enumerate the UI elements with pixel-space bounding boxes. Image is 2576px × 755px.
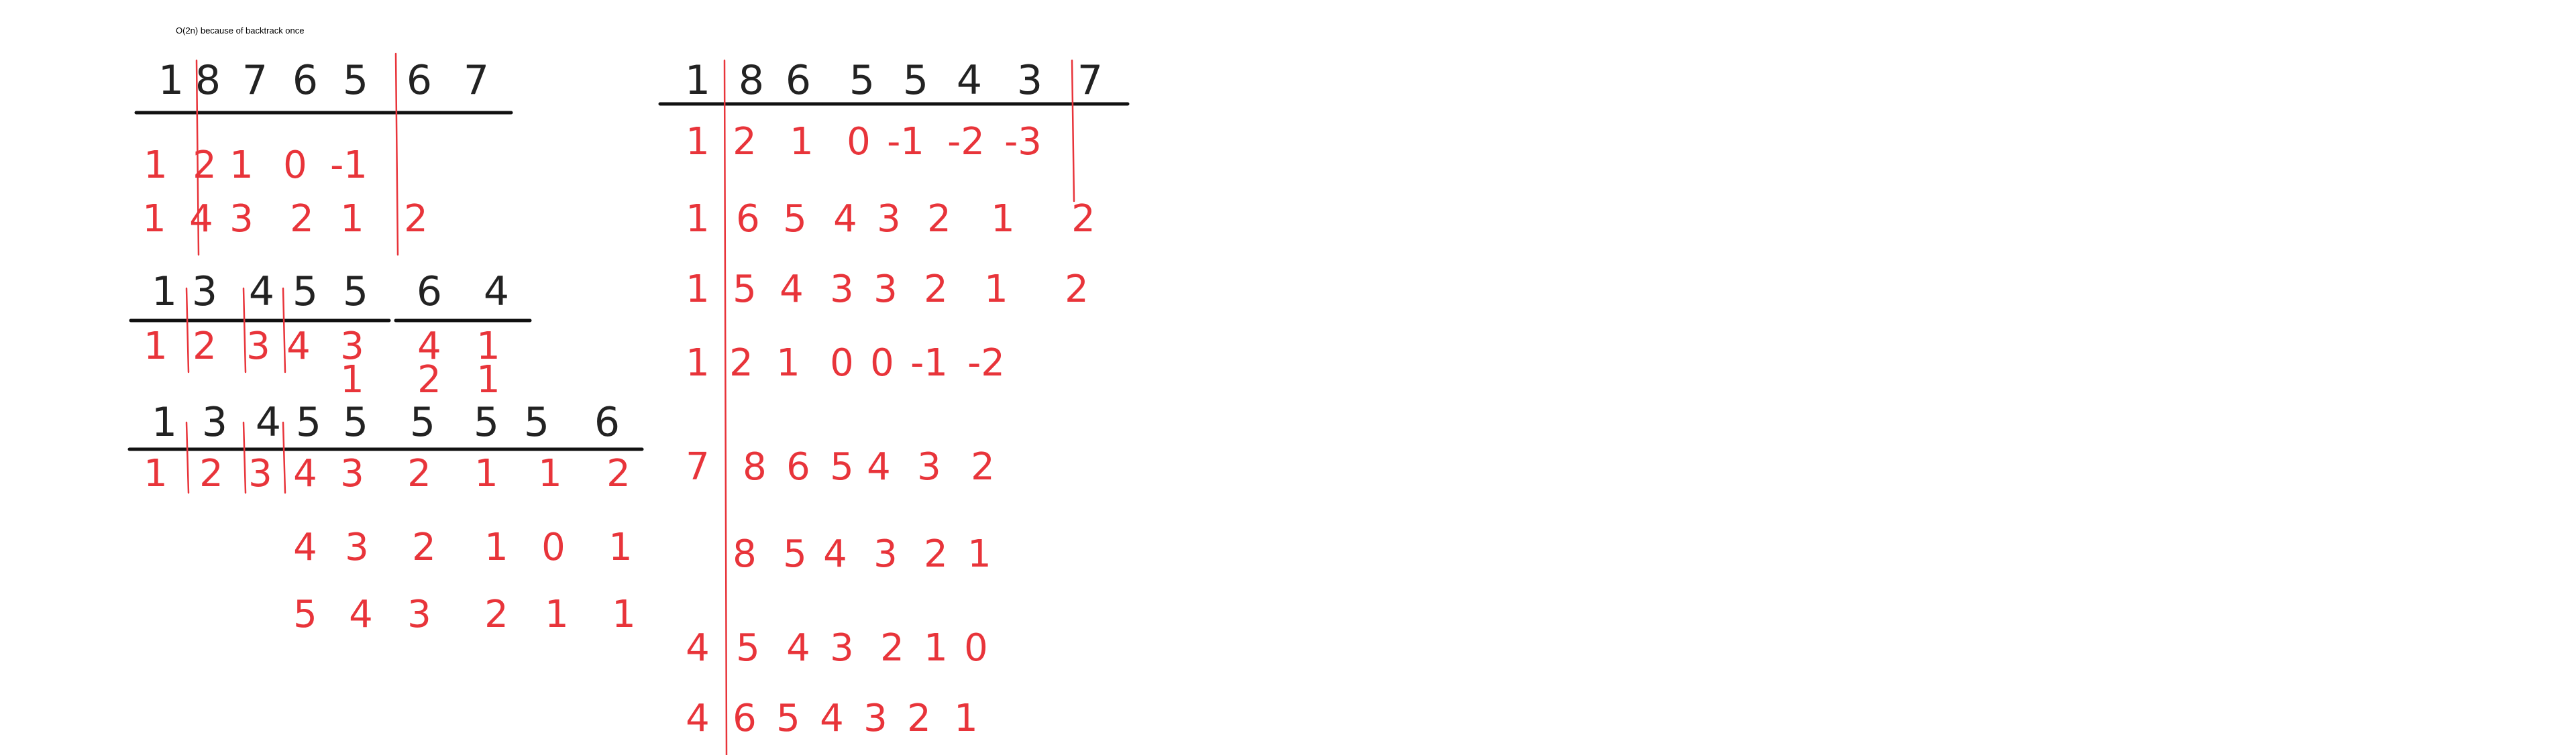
value-digit: 0 — [541, 526, 566, 569]
sequence-digit: 5 — [473, 399, 500, 446]
value-digit: 2 — [907, 697, 931, 740]
sequence-digit: 1 — [151, 268, 178, 315]
sequence-digit: 4 — [483, 268, 510, 315]
value-digit: 1 — [967, 532, 991, 576]
sequence-digit: 1 — [151, 399, 178, 446]
value-digit: -1 — [330, 143, 368, 187]
handwritten-sketch — [129, 54, 1128, 755]
divider-line — [186, 422, 189, 493]
value-digit: -3 — [1004, 120, 1042, 164]
value-digit: 5 — [783, 197, 807, 241]
value-digit: 5 — [783, 532, 807, 576]
value-digit: 4 — [786, 626, 810, 670]
divider-line — [283, 422, 285, 493]
value-digit: 2 — [193, 143, 217, 187]
value-digit: 2 — [733, 120, 757, 164]
value-digit: 0 — [847, 120, 871, 164]
sequence-digit: 4 — [248, 268, 275, 315]
value-digit: -1 — [910, 341, 948, 385]
value-digit: 2 — [290, 197, 314, 241]
value-digit: 1 — [984, 268, 1008, 311]
value-digit: 4 — [189, 197, 213, 241]
value-digit: 6 — [736, 197, 760, 241]
value-digit: 3 — [863, 697, 888, 740]
value-digit: 1 — [142, 197, 166, 241]
sequence-digit: 5 — [292, 268, 319, 315]
divider-line — [283, 288, 285, 372]
value-digit: 1 — [686, 268, 710, 311]
value-digit: 4 — [780, 268, 804, 311]
divider-line — [244, 422, 246, 493]
value-digit: 3 — [830, 268, 854, 311]
value-digit: 5 — [736, 626, 760, 670]
value-digit: 4 — [286, 325, 311, 368]
value-digit: 5 — [293, 593, 317, 636]
value-digit: 2 — [971, 445, 995, 489]
value-digit: 6 — [733, 697, 757, 740]
sequence-digit: 6 — [594, 399, 621, 446]
value-digit: 1 — [476, 325, 500, 368]
value-digit: 2 — [484, 593, 508, 636]
sequence-digit: 7 — [241, 57, 268, 104]
value-digit: 2 — [1065, 268, 1089, 311]
value-digit: 1 — [545, 593, 569, 636]
value-digit: 1 — [608, 526, 633, 569]
value-digit: 4 — [867, 445, 891, 489]
value-digit: 1 — [340, 358, 364, 402]
sequence-digit: 5 — [295, 399, 322, 446]
value-digit: 4 — [417, 325, 441, 368]
value-digit: 1 — [686, 120, 710, 164]
value-digit: 4 — [686, 697, 710, 740]
divider-line — [244, 288, 246, 372]
value-digit: -2 — [947, 120, 985, 164]
value-digit: 4 — [820, 697, 844, 740]
value-digit: 1 — [790, 120, 814, 164]
sequence-digit: 7 — [463, 57, 490, 104]
sequence-digit: 5 — [409, 399, 436, 446]
sequence-digit: 3 — [201, 399, 228, 446]
value-digit: 3 — [877, 197, 901, 241]
sequence-digit: 7 — [1077, 57, 1104, 104]
sequence-digit: 5 — [342, 57, 369, 104]
value-digit: 5 — [830, 445, 854, 489]
value-digit: 5 — [733, 268, 757, 311]
value-digit: 8 — [733, 532, 757, 576]
value-digit: 1 — [991, 197, 1015, 241]
value-digit: 2 — [880, 626, 904, 670]
value-digit: 2 — [1071, 197, 1095, 241]
sequence-digit: 6 — [292, 57, 319, 104]
sequence-digit: 6 — [785, 57, 812, 104]
value-digit: 1 — [538, 452, 562, 496]
value-digit: 1 — [229, 143, 254, 187]
value-digit: 1 — [144, 325, 168, 368]
value-digit: 1 — [340, 197, 364, 241]
value-digit: 3 — [917, 445, 941, 489]
divider-line — [724, 60, 727, 755]
sequence-digit: 5 — [523, 399, 550, 446]
value-digit: 2 — [412, 526, 436, 569]
sequence-digit: 4 — [956, 57, 983, 104]
value-digit: 3 — [873, 268, 898, 311]
value-digit: 2 — [729, 341, 753, 385]
value-digit: 7 — [686, 445, 710, 489]
value-digit: 0 — [964, 626, 988, 670]
sequence-digit: 3 — [1016, 57, 1043, 104]
sequence-digit: 6 — [406, 57, 433, 104]
divider-line — [396, 54, 398, 255]
value-digit: 1 — [612, 593, 636, 636]
value-digit: 3 — [345, 526, 369, 569]
value-digit: 2 — [606, 452, 631, 496]
sequence-digit: 5 — [342, 399, 369, 446]
value-digit: 0 — [870, 341, 894, 385]
value-digit: 5 — [776, 697, 800, 740]
value-digit: 1 — [144, 452, 168, 496]
value-digit: 1 — [476, 358, 500, 402]
value-digit: 4 — [823, 532, 847, 576]
value-digit: 6 — [786, 445, 810, 489]
value-digit: 1 — [474, 452, 498, 496]
value-digit: 3 — [340, 325, 364, 368]
value-digit: 3 — [340, 452, 364, 496]
sequence-digit: 5 — [342, 268, 369, 315]
value-digit: 1 — [776, 341, 800, 385]
sequence-digit: 8 — [195, 57, 221, 104]
sequence-digit: 8 — [738, 57, 765, 104]
value-digit: 3 — [873, 532, 898, 576]
sequence-digit: 5 — [849, 57, 875, 104]
value-digit: 3 — [246, 325, 270, 368]
value-digit: 3 — [407, 593, 431, 636]
sequence-digit: 1 — [158, 57, 184, 104]
complexity-note: O(2n) because of backtrack once — [176, 25, 305, 36]
value-digit: 2 — [407, 452, 431, 496]
value-digit: 2 — [924, 268, 948, 311]
value-digit: 2 — [924, 532, 948, 576]
value-digit: 2 — [193, 325, 217, 368]
value-digit: 1 — [484, 526, 508, 569]
sequence-digit: 5 — [902, 57, 929, 104]
value-digit: 4 — [293, 526, 317, 569]
value-digit: 1 — [686, 341, 710, 385]
value-digit: 2 — [417, 358, 441, 402]
value-digit: 1 — [144, 143, 168, 187]
value-digit: -1 — [887, 120, 924, 164]
value-digit: 2 — [404, 197, 428, 241]
sequence-digit: 1 — [684, 57, 711, 104]
value-digit: 4 — [833, 197, 857, 241]
value-digit: 2 — [927, 197, 951, 241]
value-digit: -2 — [967, 341, 1005, 385]
value-digit: 3 — [248, 452, 272, 496]
value-digit: 1 — [954, 697, 978, 740]
value-digit: 0 — [283, 143, 307, 187]
value-digit: 0 — [830, 341, 854, 385]
value-digit: 4 — [686, 626, 710, 670]
sequence-digit: 6 — [416, 268, 443, 315]
divider-line — [186, 288, 189, 372]
sequence-digit: 4 — [255, 399, 282, 446]
value-digit: 2 — [199, 452, 223, 496]
value-digit: 4 — [293, 452, 317, 496]
value-digit: 8 — [743, 445, 767, 489]
value-digit: 3 — [830, 626, 854, 670]
sequence-digit: 3 — [191, 268, 218, 315]
value-digit: 1 — [924, 626, 948, 670]
value-digit: 4 — [349, 593, 373, 636]
value-digit: 1 — [686, 197, 710, 241]
value-digit: 3 — [229, 197, 254, 241]
divider-line — [1072, 60, 1074, 201]
